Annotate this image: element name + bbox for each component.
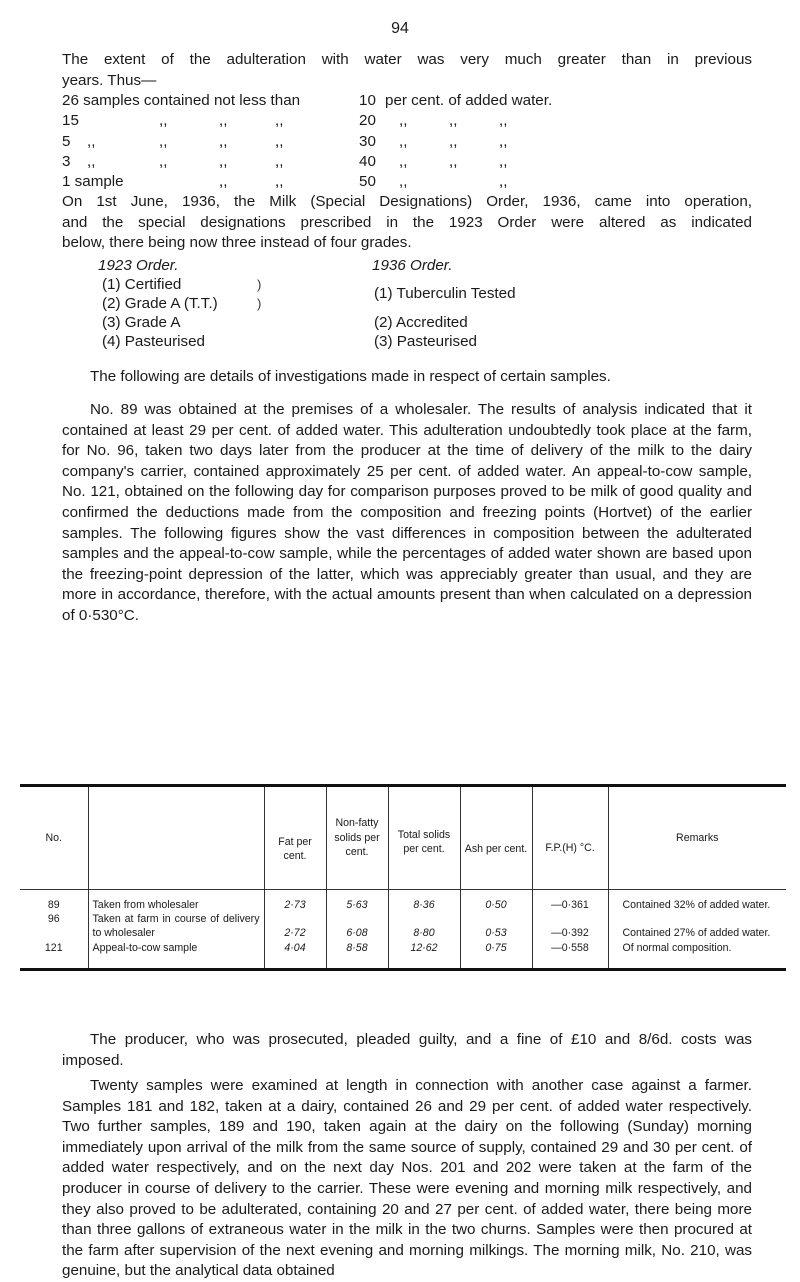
cell-remarks: Of normal composition. bbox=[608, 941, 786, 955]
designations-text bbox=[62, 192, 752, 254]
order-1923-item: (2) Grade A (T.T.) bbox=[102, 295, 218, 312]
cell-ash: 0·53 bbox=[460, 912, 532, 941]
order-1923-item: (3) Grade A bbox=[102, 314, 181, 331]
table-header-row bbox=[20, 786, 786, 890]
order-1936-item: (2) Accredited bbox=[374, 314, 468, 331]
cell-ash: 0·50 bbox=[460, 898, 532, 912]
cell-snf: 6·08 bbox=[326, 912, 388, 941]
stats-count: 1 sample bbox=[62, 173, 124, 191]
paragraph-3 bbox=[62, 1076, 752, 1282]
header-total-solids: Total solids per cent. bbox=[388, 786, 460, 890]
designations-line: and the special designations prescribed in the 1923 Order were altered as indicated bbox=[62, 213, 752, 231]
header-no: No. bbox=[20, 786, 88, 890]
cell-no: 96 bbox=[47, 912, 60, 925]
designations-line: On 1st June, 1936, the Milk (Special Designations) Order, 1936, came into operation, bbox=[62, 193, 752, 210]
cell-snf: 5·63 bbox=[326, 898, 388, 912]
cell-fat: 4·04 bbox=[264, 941, 326, 955]
ditto-mark: ,, bbox=[275, 152, 284, 170]
order-1936-item: (3) Pasteurised bbox=[374, 333, 477, 350]
ditto-mark: ,, bbox=[219, 173, 228, 191]
cell-desc: Taken from wholesaler bbox=[88, 898, 264, 912]
cell-ash: 0·75 bbox=[460, 941, 532, 955]
cell-remarks: Contained 32% of added water. bbox=[608, 898, 786, 912]
header-description bbox=[88, 786, 264, 890]
stats-count: 26 samples contained not less than bbox=[62, 92, 301, 109]
header-fp: F.P.(H) °C. bbox=[532, 786, 608, 890]
order-1936-heading: 1936 Order. bbox=[372, 257, 453, 274]
cell-ts: 12·62 bbox=[388, 941, 460, 955]
table-row bbox=[20, 898, 786, 912]
stats-pct: 30 bbox=[359, 132, 376, 150]
order-1936-item: (1) Tuberculin Tested bbox=[374, 285, 516, 302]
ditto-mark: ,, bbox=[87, 132, 96, 150]
order-1923-list bbox=[98, 256, 218, 351]
ditto-mark: ,, bbox=[499, 112, 508, 130]
ditto-mark: ,, bbox=[219, 152, 228, 170]
stats-row bbox=[62, 152, 752, 172]
paragraph-3-text: Twenty samples were examined at length in connection with another case against a farmer. Samples 181 and 182, taken at a dairy, contained 26 and 29 per cent. of added water respectively. Two further samples, 189 and 190, taken again at the dairy on the following (Sunday) morning immediately upon arrival of the milk from the same source of supply, contained 29 and 30 per cent. of added water respectively, and on the next day Nos. 201 and 202 were taken at the farm of the producer in course of delivery to the carrier. These were evening and morning milk respectively, and they also proved to be adulterated, containing 20 and 27 per cent. of added water, there being more than three gallons of extraneous water in the milk in the two churns. Samples were then procured at the farm after supervision of the next evening and morning milkings. The morning milk, No. 210, was genuine, but the analytical data obtained bbox=[62, 1077, 752, 1280]
ditto-mark: ,, bbox=[275, 173, 284, 191]
paragraph-1-text: No. 89 was obtained at the premises of a wholesaler. The results of analysis indicated that it contained at least 29 per cent. of added water. This adulteration undoubtedly took place at the farm, for No. 96, taken two days later from the producer at the time of delivery of the milk to the dairy company's carrier, contained approximately 25 per cent. of added water. An appeal-to-cow sample, No. 121, obtained on the following day for comparison purposes proved to be milk of good quality and confirmed the deductions made from the composition and freezing points (Hortvet) of the earlier samples. The following figures show the vast differences in composition between the adulterated samples and the appeal-to-cow sample, while the percentages of added water shown are based upon the freezing-point depression of the latter, which was appreciably greater than usual, and they are more in accordance, therefore, with the actual amounts present than when calculated on a depression of 0·530°C. bbox=[62, 401, 752, 624]
stats-row bbox=[62, 132, 752, 152]
cell-desc: Taken at farm in course of delivery to wholesaler bbox=[88, 912, 264, 941]
table-row bbox=[20, 912, 786, 941]
stats-row bbox=[62, 111, 752, 131]
ditto-mark: ,, bbox=[449, 152, 458, 170]
ditto-mark: ,, bbox=[399, 152, 408, 170]
ditto-mark: ,, bbox=[275, 132, 284, 150]
stats-row bbox=[62, 172, 752, 192]
ditto-mark: ,, bbox=[219, 112, 228, 130]
cell-fp: —0·558 bbox=[532, 941, 608, 955]
header-non-fatty-solids: Non-fatty solids per cent. bbox=[326, 786, 388, 890]
ditto-mark: ,, bbox=[159, 152, 168, 170]
header-fat: Fat per cent. bbox=[264, 786, 326, 890]
ditto-mark: ,, bbox=[87, 152, 96, 170]
cell-no: 121 bbox=[44, 941, 63, 954]
cell-remarks: Contained 27% of added water. bbox=[608, 912, 786, 941]
ditto-mark: ,, bbox=[499, 152, 508, 170]
stats-pct: 20 bbox=[359, 112, 376, 130]
order-1936-list bbox=[372, 256, 516, 351]
ditto-mark: ,, bbox=[159, 132, 168, 150]
header-remarks: Remarks bbox=[608, 786, 786, 890]
stats-count: 3 bbox=[62, 152, 71, 170]
cell-fp: —0·392 bbox=[532, 912, 608, 941]
brace-mark: ) ) bbox=[257, 277, 262, 311]
cell-desc: Appeal-to-cow sample bbox=[88, 941, 264, 955]
order-1923-item: (4) Pasteurised bbox=[102, 333, 205, 350]
designations-line: below, there being now three instead of four grades. bbox=[62, 234, 412, 252]
cell-ts: 8·80 bbox=[388, 912, 460, 941]
order-1923-item: (1) Certified bbox=[102, 276, 182, 293]
intro-line: years. Thus— bbox=[62, 71, 157, 89]
cell-ts: 8·36 bbox=[388, 898, 460, 912]
ditto-mark: ,, bbox=[449, 132, 458, 150]
ditto-mark: ,, bbox=[449, 112, 458, 130]
cell-fat: 2·73 bbox=[264, 898, 326, 912]
intro-text bbox=[62, 50, 752, 91]
order-1923-heading: 1923 Order. bbox=[98, 257, 179, 274]
stats-pct: 50 bbox=[359, 173, 376, 191]
table-row bbox=[20, 941, 786, 955]
cell-fp: —0·361 bbox=[532, 898, 608, 912]
analysis-table bbox=[20, 784, 786, 971]
ditto-mark: ,, bbox=[399, 112, 408, 130]
ditto-mark: ,, bbox=[159, 112, 168, 130]
header-ash: Ash per cent. bbox=[460, 786, 532, 890]
stats-list bbox=[62, 91, 752, 192]
details-intro-text: The following are details of investigations made in respect of certain samples. bbox=[90, 368, 611, 385]
ditto-mark: ,, bbox=[499, 132, 508, 150]
paragraph-2 bbox=[62, 1030, 752, 1071]
ditto-mark: ,, bbox=[399, 132, 408, 150]
ditto-mark: ,, bbox=[219, 132, 228, 150]
intro-line: The extent of the adulteration with water was very much greater than in previous bbox=[62, 51, 752, 68]
ditto-mark: ,, bbox=[275, 112, 284, 130]
stats-count: 15 bbox=[62, 112, 79, 130]
details-intro bbox=[90, 367, 752, 388]
stats-pct: 40 bbox=[359, 152, 376, 170]
cell-no: 89 bbox=[47, 898, 60, 911]
stats-pct: 10 bbox=[359, 92, 376, 109]
stats-tail: per cent. of added water. bbox=[385, 92, 553, 109]
paragraph-1 bbox=[62, 400, 752, 627]
stats-count: 5 bbox=[62, 132, 71, 150]
ditto-mark: ,, bbox=[499, 173, 508, 191]
cell-fat: 2·72 bbox=[264, 912, 326, 941]
paragraph-2-text: The producer, who was prosecuted, pleaded guilty, and a fine of £10 and 8/6d. costs was imposed. bbox=[62, 1031, 752, 1069]
ditto-mark: ,, bbox=[399, 173, 408, 191]
page-number: 94 bbox=[391, 20, 409, 37]
stats-row bbox=[62, 91, 752, 111]
cell-snf: 8·58 bbox=[326, 941, 388, 955]
